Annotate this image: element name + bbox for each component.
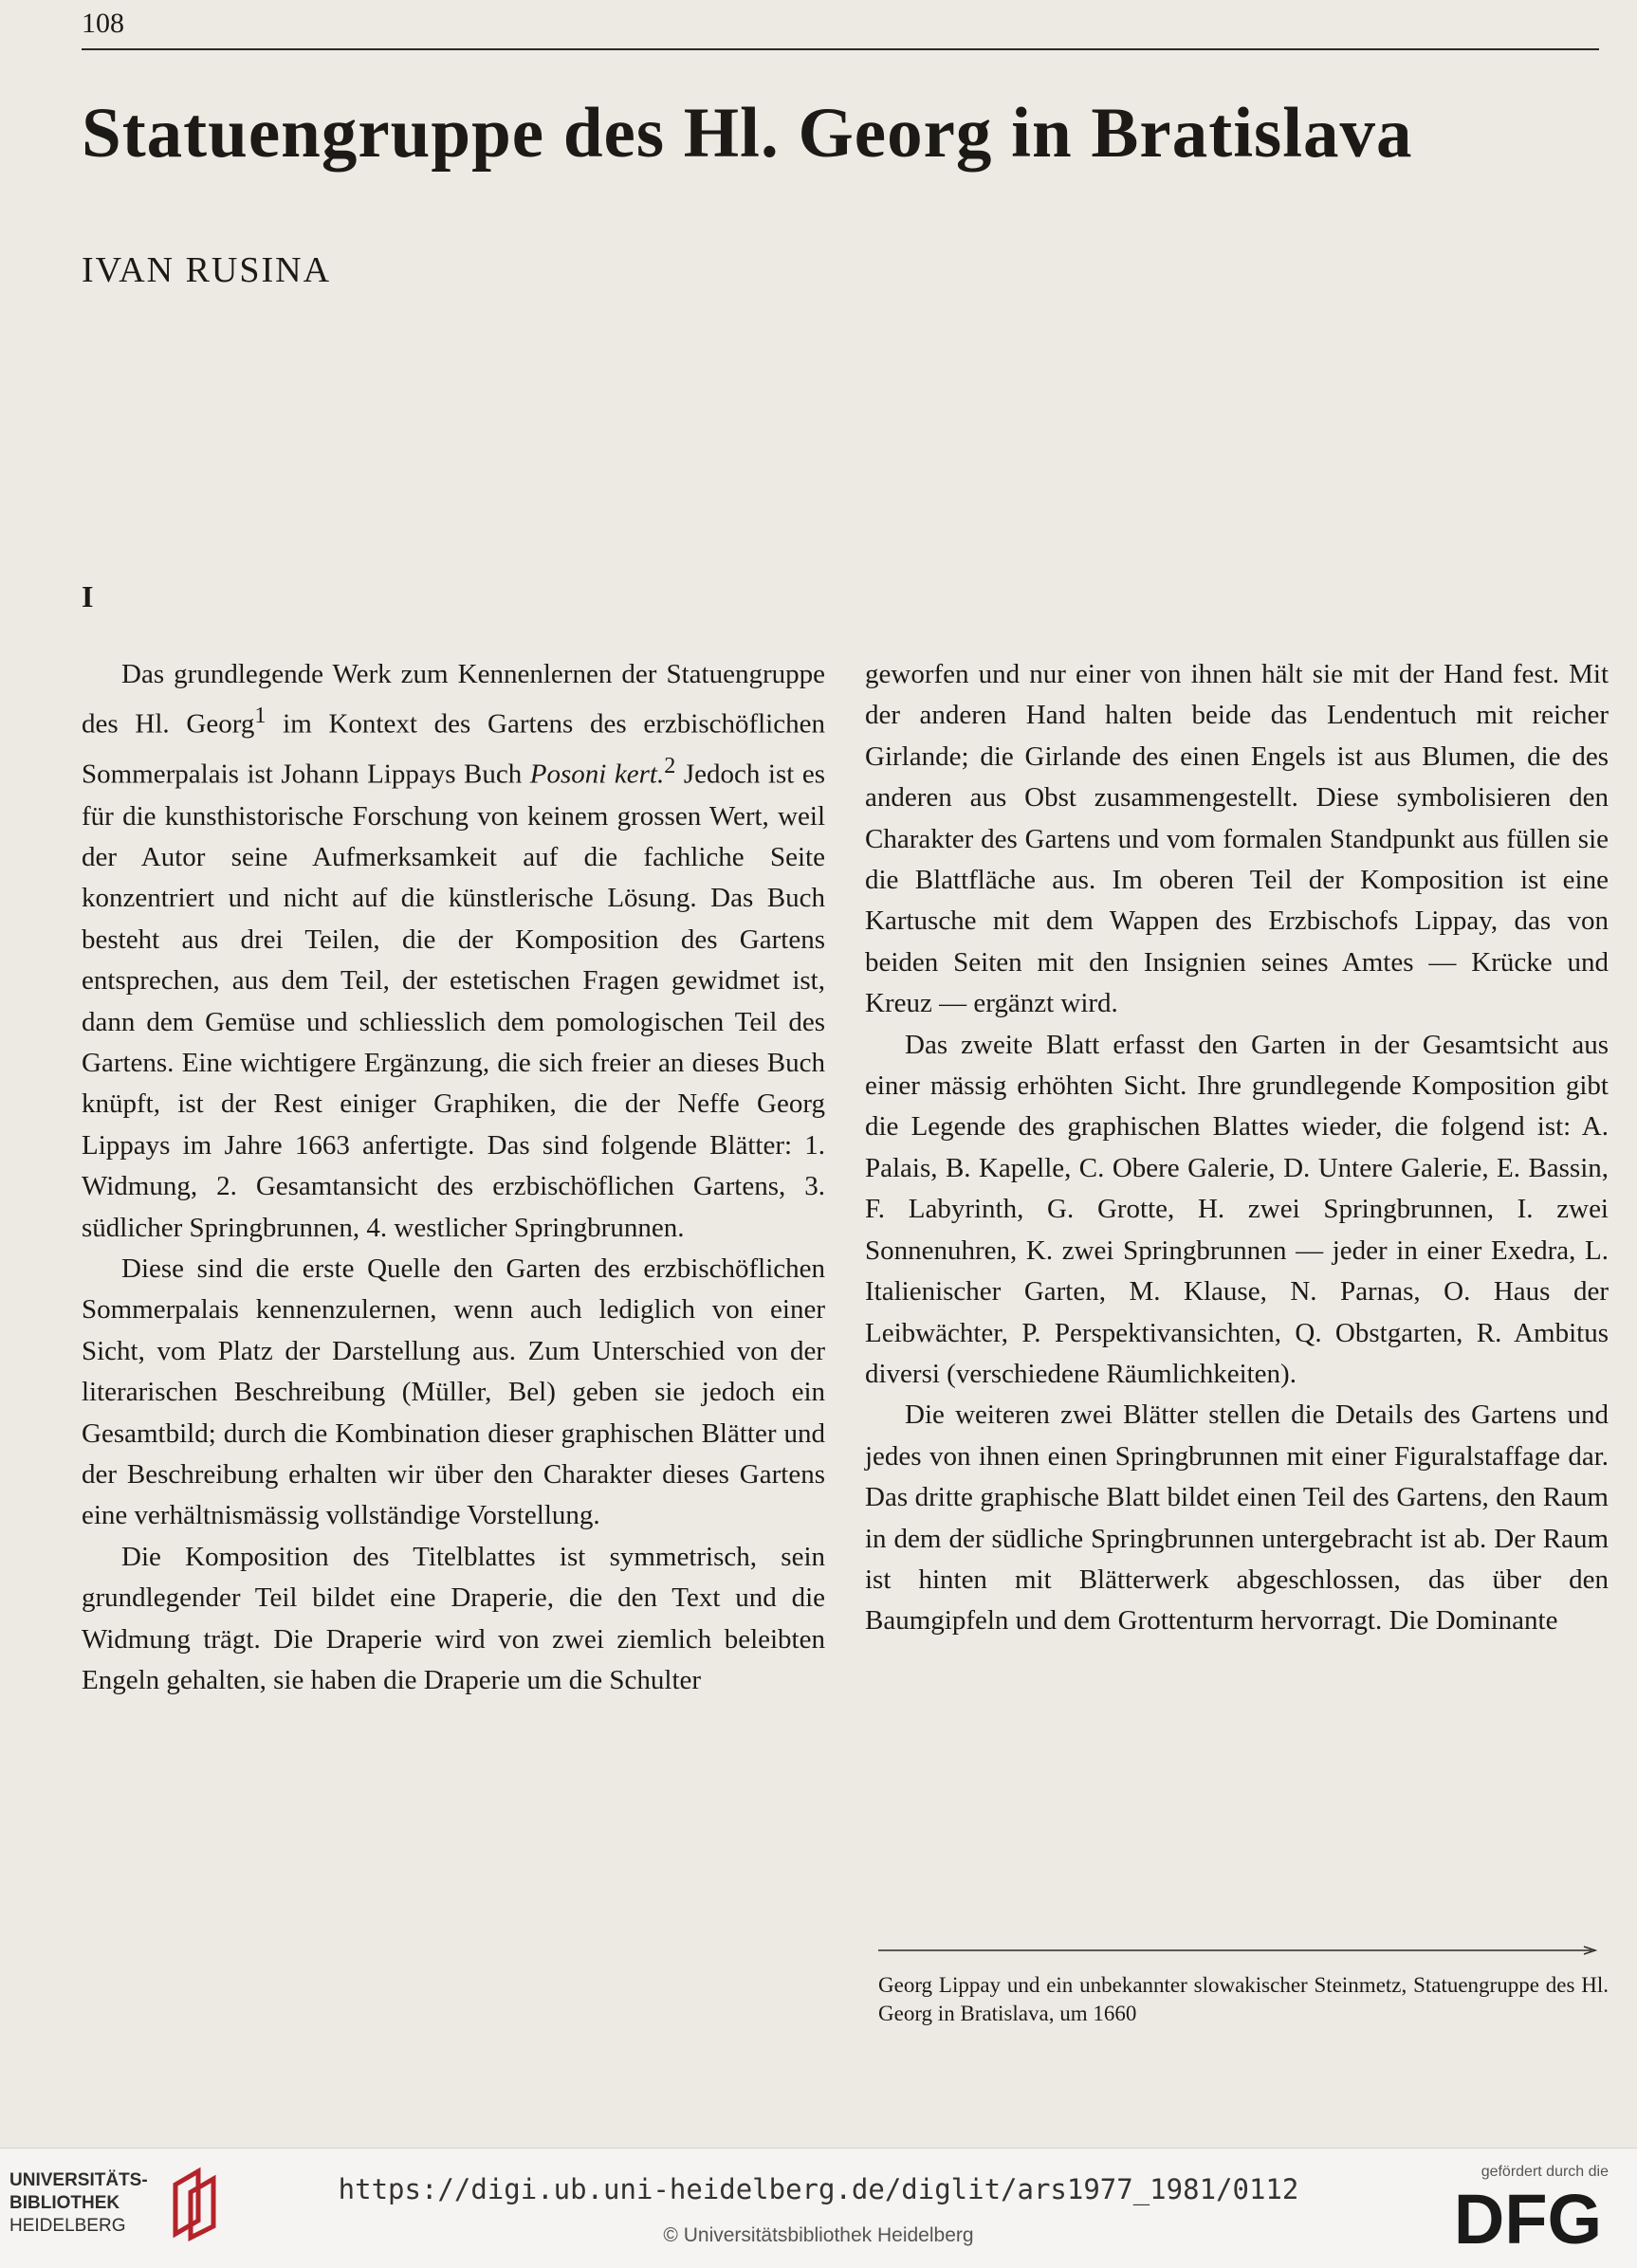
header-rule xyxy=(82,48,1599,50)
section-heading: I xyxy=(82,579,94,613)
permalink-url[interactable]: https://digi.ub.uni-heidelberg.de/diglit/ars1977_1981/0112 xyxy=(338,2173,1299,2205)
paragraph-5: Das zweite Blatt erfasst den Garten in der Gesamtsicht aus einer mässig erhöhten Sicht. Ihre grundlegende Komposition gibt die Legende des graphischen Blattes wieder, die folgend ist: A. Palais, B. Kapelle, C. Obere Galerie, D. Untere Galerie, E. Bassin, F. Labyrinth, G. Grotte, H. zwei Springbrunnen, I. zwei Sonnenuhren, K. zwei Springbrunnen — jeder in einer Exedra, L. Italienischer Garten, M. Klause, N. Parnas, O. Haus der Leibwächter, P. Perspektivansichten, Q. Obstgarten, R. Ambitus diversi (verschiedene Räumlichkeiten). xyxy=(865,1029,1609,1389)
right-column xyxy=(865,654,1609,1642)
page-number: 108 xyxy=(82,8,124,39)
paragraph-1-text-c: Jedoch ist es für die kunsthistorische Forschung von keinem grossen Wert, weil der Autor seine Aufmerksamkeit auf die fachliche Seite konzentriert und nicht auf die künstlerische Lösung. Das Buch besteht aus drei Teilen, die der Komposition des Gartens entsprechen, aus dem Teil, der estetischen Fragen gewidmet ist, dann dem Gemüse und schliesslich dem pomologischen Teil des Gartens. Eine wichtigere Ergänzung, die sich freier an dieses Buch knüpft, ist der Rest einiger Graphiken, die der Neffe Georg Lippays im Jahre 1663 anfertigte. Das sind folgende Blätter: 1. Widmung, 2. Gesamtansicht des erzbischöflichen Gartens, 3. südlicher Springbrunnen, 4. westlicher Springbrunnen. xyxy=(82,759,825,1243)
library-name-line2: BIBLIOTHEK xyxy=(9,2193,120,2213)
library-name-line3: HEIDELBERG xyxy=(9,2216,126,2236)
paragraph-6: Die weiteren zwei Blätter stellen die Details des Gartens und jedes von ihnen einen Springbrunnen mit einer Figuralstaffage dar. Das dritte graphische Blatt bildet einen Teil des Gartens, den Raum in dem der südliche Springbrunnen untergebracht ist ab. Der Raum ist hinten mit Blätterwerk abgeschlossen, das über den Baumgipfeln und dem Grottenturm hervorragt. Die Dominante xyxy=(865,1399,1609,1637)
footnote-ref-1: 1 xyxy=(254,703,267,729)
copyright-notice: © Universitätsbibliothek Heidelberg xyxy=(663,2224,974,2246)
figure-caption: Georg Lippay und ein unbekannter slowakischer Steinmetz, Statuengruppe des Hl. Georg in Bratislava, um 1660 xyxy=(878,1973,1609,2025)
book-title: Posoni kert. xyxy=(529,759,665,791)
paragraph-2: Diese sind die erste Quelle den Garten des erzbischöflichen Sommerpalais kennenzulernen, wenn auch lediglich von einer Sicht, vom Platz der Darstellung aus. Zum Unterschied von der literarischen Beschreibung (Müller, Bel) geben sie jedoch ein Gesamtbild; durch die Kombination dieser graphischen Blätter und der Beschreibung erhalten wir über den Charakter dieses Gartens eine verhältnismässig vollständige Vorstellung. xyxy=(82,1253,825,1531)
footnote-ref-2: 2 xyxy=(664,753,676,779)
library-name-line1: UNIVERSITÄTS- xyxy=(9,2170,148,2190)
paragraph-1-text-b: im Kontext des Gartens des erzbischöflichen Sommerpalais ist Johann Lippays Buch xyxy=(82,709,825,791)
paragraph-3: Die Komposition des Titelblattes ist symmetrisch, sein grundlegender Teil bildet eine Draperie, die den Text und die Widmung trägt. Die Draperie wird von zwei ziemlich beleibten Engeln gehalten, sie haben die Draperie um die Schulter xyxy=(82,1541,825,1696)
left-column xyxy=(82,654,825,1701)
paragraph-4: geworfen und nur einer von ihnen hält sie mit der Hand fest. Mit der anderen Hand halten beide das Lendentuch mit reicher Girlande; die Girlande des einen Engels ist aus Blumen, die des anderen aus Obst zusammengestellt. Diese symbolisieren den Charakter des Gartens und vom formalen Standpunkt aus füllen sie die Blattfläche aus. Im oberen Teil der Komposition ist eine Kartusche mit dem Wappen des Erzbischofs Lippay, das von beiden Seiten mit den Insignien seines Amtes — Krücke und Kreuz — ergänzt wird. xyxy=(865,659,1609,1019)
dfg-logo-text: DFG xyxy=(1453,2183,1603,2251)
paragraph-1-text-a: Das grundlegende Werk zum Kennenlernen der Statuengruppe des Hl. Georg xyxy=(82,659,825,741)
funding-note: gefördert durch die xyxy=(1481,2164,1609,2180)
dfg-logo xyxy=(1447,2183,1609,2251)
arrow-rule xyxy=(878,1946,1599,1955)
footer-bar xyxy=(0,2148,1637,2268)
article-author: IVAN RUSINA xyxy=(82,250,332,290)
paragraph-1 xyxy=(82,654,825,1249)
article-title: Statuengruppe des Hl. Georg in Bratislava xyxy=(82,94,1413,173)
